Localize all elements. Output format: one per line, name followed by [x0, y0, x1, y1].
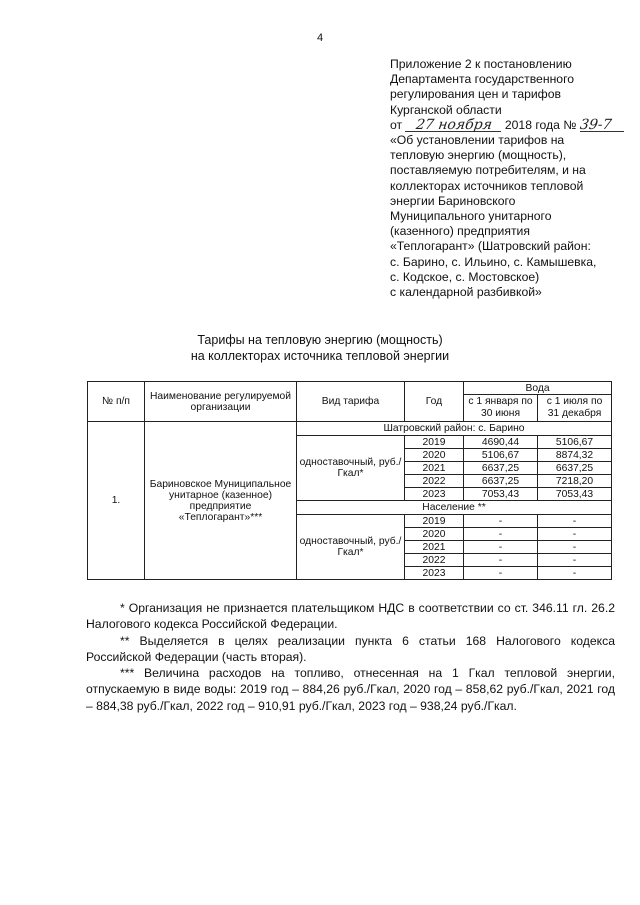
header-water: Вода — [464, 382, 612, 395]
appendix-desc-line: с календарной разбивкой» — [390, 285, 542, 300]
value-h2: - — [538, 528, 612, 541]
value-h1: - — [464, 567, 538, 580]
appendix-line: Департамента государственного — [390, 72, 575, 87]
handwritten-number: 39-7 — [578, 116, 613, 133]
value-h2: - — [538, 567, 612, 580]
section-label: Население ** — [297, 501, 612, 515]
footnote: *** Величина расходов на топливо, отнесенная на 1 Гкал тепловой энергии, отпускаемую в виде воды: 2019 год – 884,26 руб./Гкал, 2020 год – 858,62 руб./Гкал, 2021 год – 884,38 руб./Гкал, 2022 год – 910,91 руб./Гкал, 2023 год – 938,24 руб./Гкал. — [86, 666, 615, 713]
year-cell: 2019 — [405, 436, 464, 449]
title-line: Тарифы на тепловую энергию (мощность) — [197, 333, 443, 347]
appendix-desc-line: Муниципального унитарного — [390, 209, 552, 224]
tariff-type-cell: одноставочный, руб./Гкал* — [297, 436, 405, 501]
header-period1: с 1 января по 30 июня — [464, 395, 538, 422]
value-h1: - — [464, 528, 538, 541]
appendix-desc-line: «Теплогарант» (Шатровский район: — [390, 239, 591, 254]
value-h1: 7053,43 — [464, 488, 538, 501]
value-h2: 5106,67 — [538, 436, 612, 449]
header-period2: с 1 июля по 31 декабря — [538, 395, 612, 422]
appendix-desc-line: энергии Бариновского — [390, 193, 516, 208]
year-cell: 2021 — [405, 541, 464, 554]
appendix-desc-line: тепловую энергию (мощность), — [390, 148, 567, 163]
section-label: Шатровский район: с. Барино — [297, 422, 612, 436]
value-h1: 5106,67 — [464, 449, 538, 462]
appendix-date-line — [390, 118, 630, 133]
appendix-line: Курганской области — [390, 102, 502, 117]
footnotes — [86, 600, 615, 714]
appendix-block — [390, 57, 630, 300]
year-cell: 2023 — [405, 567, 464, 580]
value-h1: - — [464, 554, 538, 567]
title-line: на коллекторах источника тепловой энергии — [190, 349, 450, 363]
appendix-desc-line: коллекторах источников тепловой — [390, 178, 584, 193]
appendix-line: Приложение 2 к постановлению — [390, 57, 572, 71]
organization-name: Бариновское Муниципальное унитарное (казенное) предприятие «Теплогарант»*** — [145, 422, 297, 580]
row-number: 1. — [88, 422, 145, 580]
header-tariff-type: Вид тарифа — [297, 382, 405, 422]
date-year: 2018 года № — [504, 117, 577, 132]
page-number: 4 — [316, 32, 324, 44]
header-num: № п/п — [88, 382, 145, 422]
year-cell: 2019 — [405, 515, 464, 528]
year-cell: 2023 — [405, 488, 464, 501]
value-h1: - — [464, 541, 538, 554]
value-h2: 6637,25 — [538, 462, 612, 475]
value-h2: - — [538, 554, 612, 567]
value-h1: 6637,25 — [464, 462, 538, 475]
tariff-table — [87, 381, 612, 580]
appendix-desc-line: (казенного) предприятия — [390, 224, 530, 239]
appendix-desc-line: с. Кодское, с. Мостовское) — [390, 269, 540, 284]
handwritten-date: 27 ноября — [414, 116, 493, 133]
appendix-desc-line: «Об установлении тарифов на — [390, 133, 565, 148]
year-cell: 2022 — [405, 554, 464, 567]
document-title — [0, 332, 640, 364]
value-h1: 6637,25 — [464, 475, 538, 488]
value-h2: 7218,20 — [538, 475, 612, 488]
value-h2: 7053,43 — [538, 488, 612, 501]
appendix-desc-line: с. Барино, с. Ильино, с. Камышевка, — [390, 254, 597, 269]
header-year: Год — [405, 382, 464, 422]
year-cell: 2022 — [405, 475, 464, 488]
year-cell: 2020 — [405, 449, 464, 462]
value-h2: - — [538, 515, 612, 528]
value-h2: - — [538, 541, 612, 554]
header-org: Наименование регулируемой организации — [145, 382, 297, 422]
tariff-type-cell: одноставочный, руб./Гкал* — [297, 515, 405, 580]
year-cell: 2021 — [405, 462, 464, 475]
appendix-line: регулирования цен и тарифов — [390, 87, 561, 102]
year-cell: 2020 — [405, 528, 464, 541]
date-prefix: от — [390, 117, 403, 132]
footnote: * Организация не признается плательщиком НДС в соответствии со ст. 346.11 гл. 26.2 Налогового кодекса Российской Федерации. — [86, 601, 615, 632]
value-h2: 8874,32 — [538, 449, 612, 462]
footnote: ** Выделяется в целях реализации пункта 6 статьи 168 Налогового кодекса Российской Федерации (часть вторая). — [86, 633, 615, 664]
value-h1: 4690,44 — [464, 436, 538, 449]
value-h1: - — [464, 515, 538, 528]
appendix-desc-line: поставляемую потребителям, и на — [390, 163, 586, 178]
